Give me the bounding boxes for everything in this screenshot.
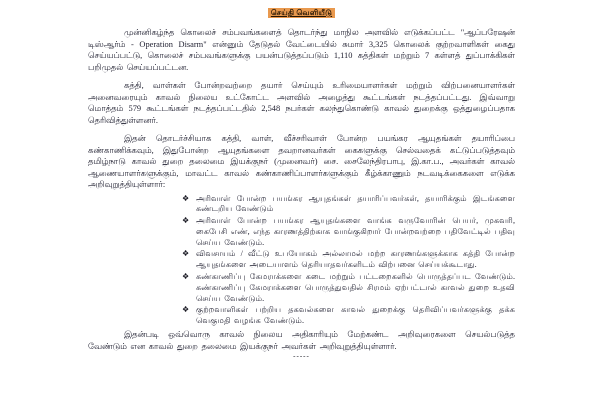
diamond-bullet-icon: ❖ xyxy=(182,193,190,203)
diamond-bullet-icon: ❖ xyxy=(182,249,190,259)
list-item xyxy=(182,249,515,271)
instruction-bullet-list xyxy=(182,194,515,328)
page-title: செய்தி வெளியீடு xyxy=(268,8,335,18)
paragraph-meetings: கத்தி, வாள்கள் போன்றவற்றை தயார் செய்யும் உரிமையாளர்கள் மற்றும் விற்பனையாளர்கள் அனைவரையும் காவல் நிலைய உட்கோட்ட அளவில் அழைத்து கூட்டங்கள் நடத்தப்பட்டது. இவ்வாறு மொத்தம் 579 கூட்டங்கள் நடத்தப்பட்டதில் 2,548 நபர்கள் கலந்துகொண்டு காவல் துறைக்கு ஒத்துழைப்பதாக தெரிவித்துள்ளனர். xyxy=(88,81,515,125)
list-item-text: குற்றவாளிகள் பற்றிய தகவல்களை காவல் துறைக்கு தெரிவிப்பவர்களுக்கு தக்க வெகுமதி வழங்க வேண்டும். xyxy=(196,305,515,326)
end-of-document-dashes: ----- xyxy=(293,352,310,361)
list-item-text: அரிவாள் போன்ற பயங்கர ஆயுதங்களை வாங்க வருவோரின் பெயர், முகவரி, கைபேசி எண், எந்த காரணத்திற்காக வாங்குகிறார் போன்றவற்றை பதிவேட்டில் பதிவு செய்ய வேண்டும். xyxy=(196,216,515,247)
list-item xyxy=(182,194,515,216)
diamond-bullet-icon: ❖ xyxy=(182,305,190,315)
title-row xyxy=(88,2,515,20)
list-item-text: விவசாயம் / வீட்டு உபயோகம் அல்லாமல் மற்ற காரணங்களுக்காக கத்தி போன்ற ஆயுதங்களை அடையாளம் தெரியாதவர்களிடம் விற்பனை செய்யக்கூடாது. xyxy=(196,249,515,270)
list-item xyxy=(182,272,515,304)
diamond-bullet-icon: ❖ xyxy=(182,216,190,226)
diamond-bullet-icon: ❖ xyxy=(182,272,190,282)
list-item xyxy=(182,305,515,327)
paragraph-operation-disarm: முன்னிகழ்ந்த கொலைச் சம்பவங்களைத் தொடர்ந்து மாநில அளவில் எடுக்கப்பட்ட "ஆப்பரேஷன் டிஸ்ஆர்ம் - Operation Disarm" என்னும் தேடுதல் வேட்டையில் சுமார் 3,325 கொலைக் குற்றவாளிகள் கைது செய்யப்பட்டு, கொலைச் சம்பவங்களுக்கு பயன்படுத்தப்படும் 1,110 கத்திகள் மற்றும் 7 கள்ளத் துப்பாக்கிகள் பறிமுதல் செய்யப்பட்டன. xyxy=(88,28,515,72)
paragraph-dgp-instructions: இதன் தொடர்ச்சியாக கத்தி, வாள், வீச்சரிவாள் போன்ற பயங்கர ஆயுதங்கள் தயாரிப்பை கண்காணிக்கவும், இதுபோன்ற ஆயுதங்களை தவறானவர்கள் கைகளுக்கு செல்வதைக் கட்டுப்படுத்தவும் தமிழ்நாடு காவல் துறை தலைமை இயக்குநர் (முனைவர்) சை. சைலேந்திரபாபு, இ.கா.ப., அவர்கள் காவல் ஆணையாளர்களுக்கும், மாவட்ட காவல் கண்காணிப்பாளர்களுக்கும் கீழ்க்காணும் நடவடிக்கைகளை எடுக்க அறிவுறுத்தியுள்ளார்: xyxy=(88,134,515,189)
closing-paragraph: இதன்படி ஒவ்வொரு காவல் நிலைய அதிகாரியும் மேற்கண்ட அறிவுரைகளை செயல்படுத்த வேண்டும் என காவல் துறை தலைமை இயக்குநர் அவர்கள் அறிவுறுத்தியுள்ளார். xyxy=(88,330,515,351)
list-item-text: கண்காணிப்பு கேமராக்களை கடை மற்றும் பட்டறைகளில் பொருத்தப்பட வேண்டும். கண்காணிப்பு கேமராக்களை பொருத்துவதில் சிரமம் ஏற்பட்டால் காவல் துறை உதவி செய்ய வேண்டும். xyxy=(196,272,515,303)
list-item xyxy=(182,216,515,248)
list-item-text: அரிவாள் போன்ற பயங்கர ஆயுதங்கள் தயாரிப்பவர்கள், தயாரிக்கும் இடங்களை கண்டறிய வேண்டும் xyxy=(196,193,515,214)
